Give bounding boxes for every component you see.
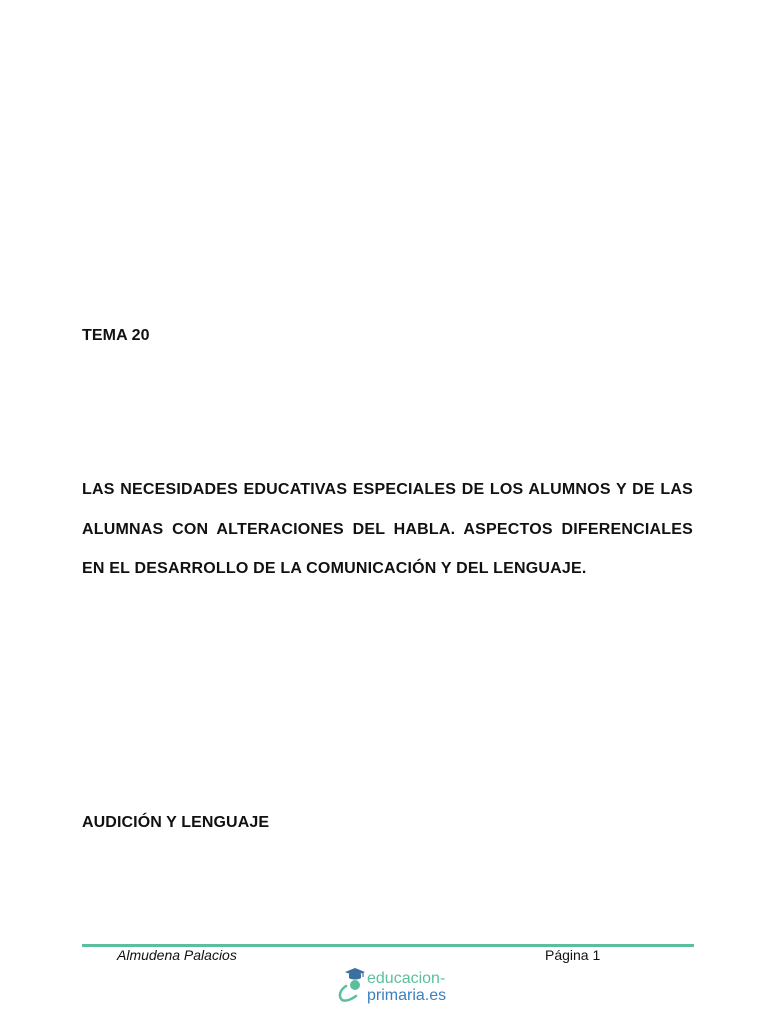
educacion-primaria-logo (336, 966, 466, 1006)
graduation-cap-icon (340, 968, 365, 1001)
footer-author: Almudena Palacios (117, 947, 237, 963)
topic-number: TEMA 20 (82, 327, 150, 344)
topic-title: LAS NECESIDADES EDUCATIVAS ESPECIALES DE LOS ALUMNOS Y DE LAS ALUMNAS CON ALTERACIONES DEL HABLA. ASPECTOS DIFERENCIALES EN EL DESARROLLO DE LA COMUNICACIÓN Y DEL LENGUAJE. (82, 481, 693, 577)
logo-text-line2: primaria.es (367, 987, 447, 1004)
specialty-label: AUDICIÓN Y LENGUAJE (82, 814, 270, 831)
logo-text-line1: educacion- (367, 970, 446, 987)
footer-page-number: Página 1 (545, 947, 601, 963)
